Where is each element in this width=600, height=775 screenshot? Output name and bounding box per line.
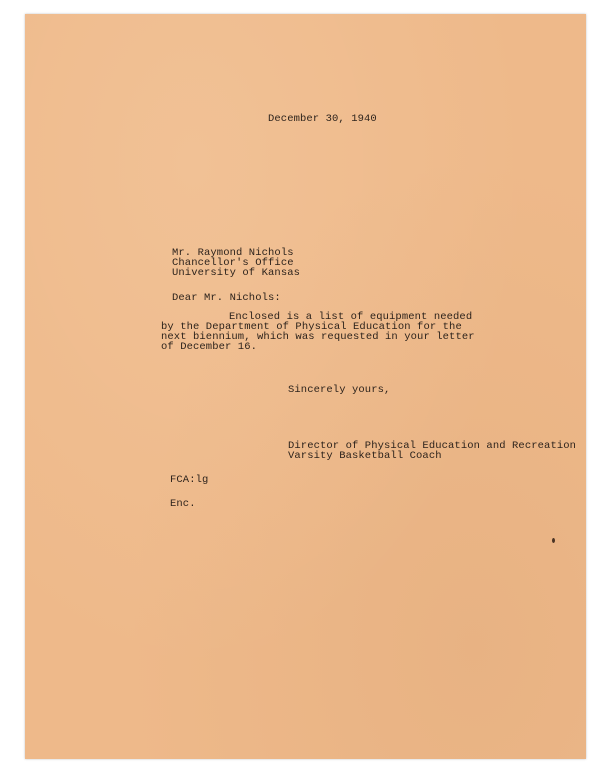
body-line: next biennium, which was requested in your letter bbox=[161, 331, 475, 343]
paper-speck bbox=[552, 538, 555, 543]
letter-date: December 30, 1940 bbox=[268, 113, 377, 125]
reference-initials: FCA:lg bbox=[170, 474, 209, 486]
closing: Sincerely yours, bbox=[288, 384, 391, 396]
recipient-office: Chancellor's Office bbox=[172, 257, 294, 269]
letter-page bbox=[25, 14, 586, 759]
body-line: Enclosed is a list of equipment needed bbox=[229, 311, 473, 323]
recipient-institution: University of Kansas bbox=[172, 267, 301, 279]
recipient-name: Mr. Raymond Nichols bbox=[172, 247, 294, 259]
signature-title: Director of Physical Education and Recreation bbox=[288, 440, 577, 452]
letter-body bbox=[161, 312, 475, 352]
enclosure-note: Enc. bbox=[170, 498, 196, 510]
recipient-address bbox=[172, 248, 300, 278]
body-line: of December 16. bbox=[161, 341, 258, 353]
signature-block bbox=[288, 441, 576, 461]
body-line: by the Department of Physical Education for the bbox=[161, 321, 462, 333]
signature-title: Varsity Basketball Coach bbox=[288, 450, 442, 462]
salutation: Dear Mr. Nichols: bbox=[172, 292, 281, 304]
